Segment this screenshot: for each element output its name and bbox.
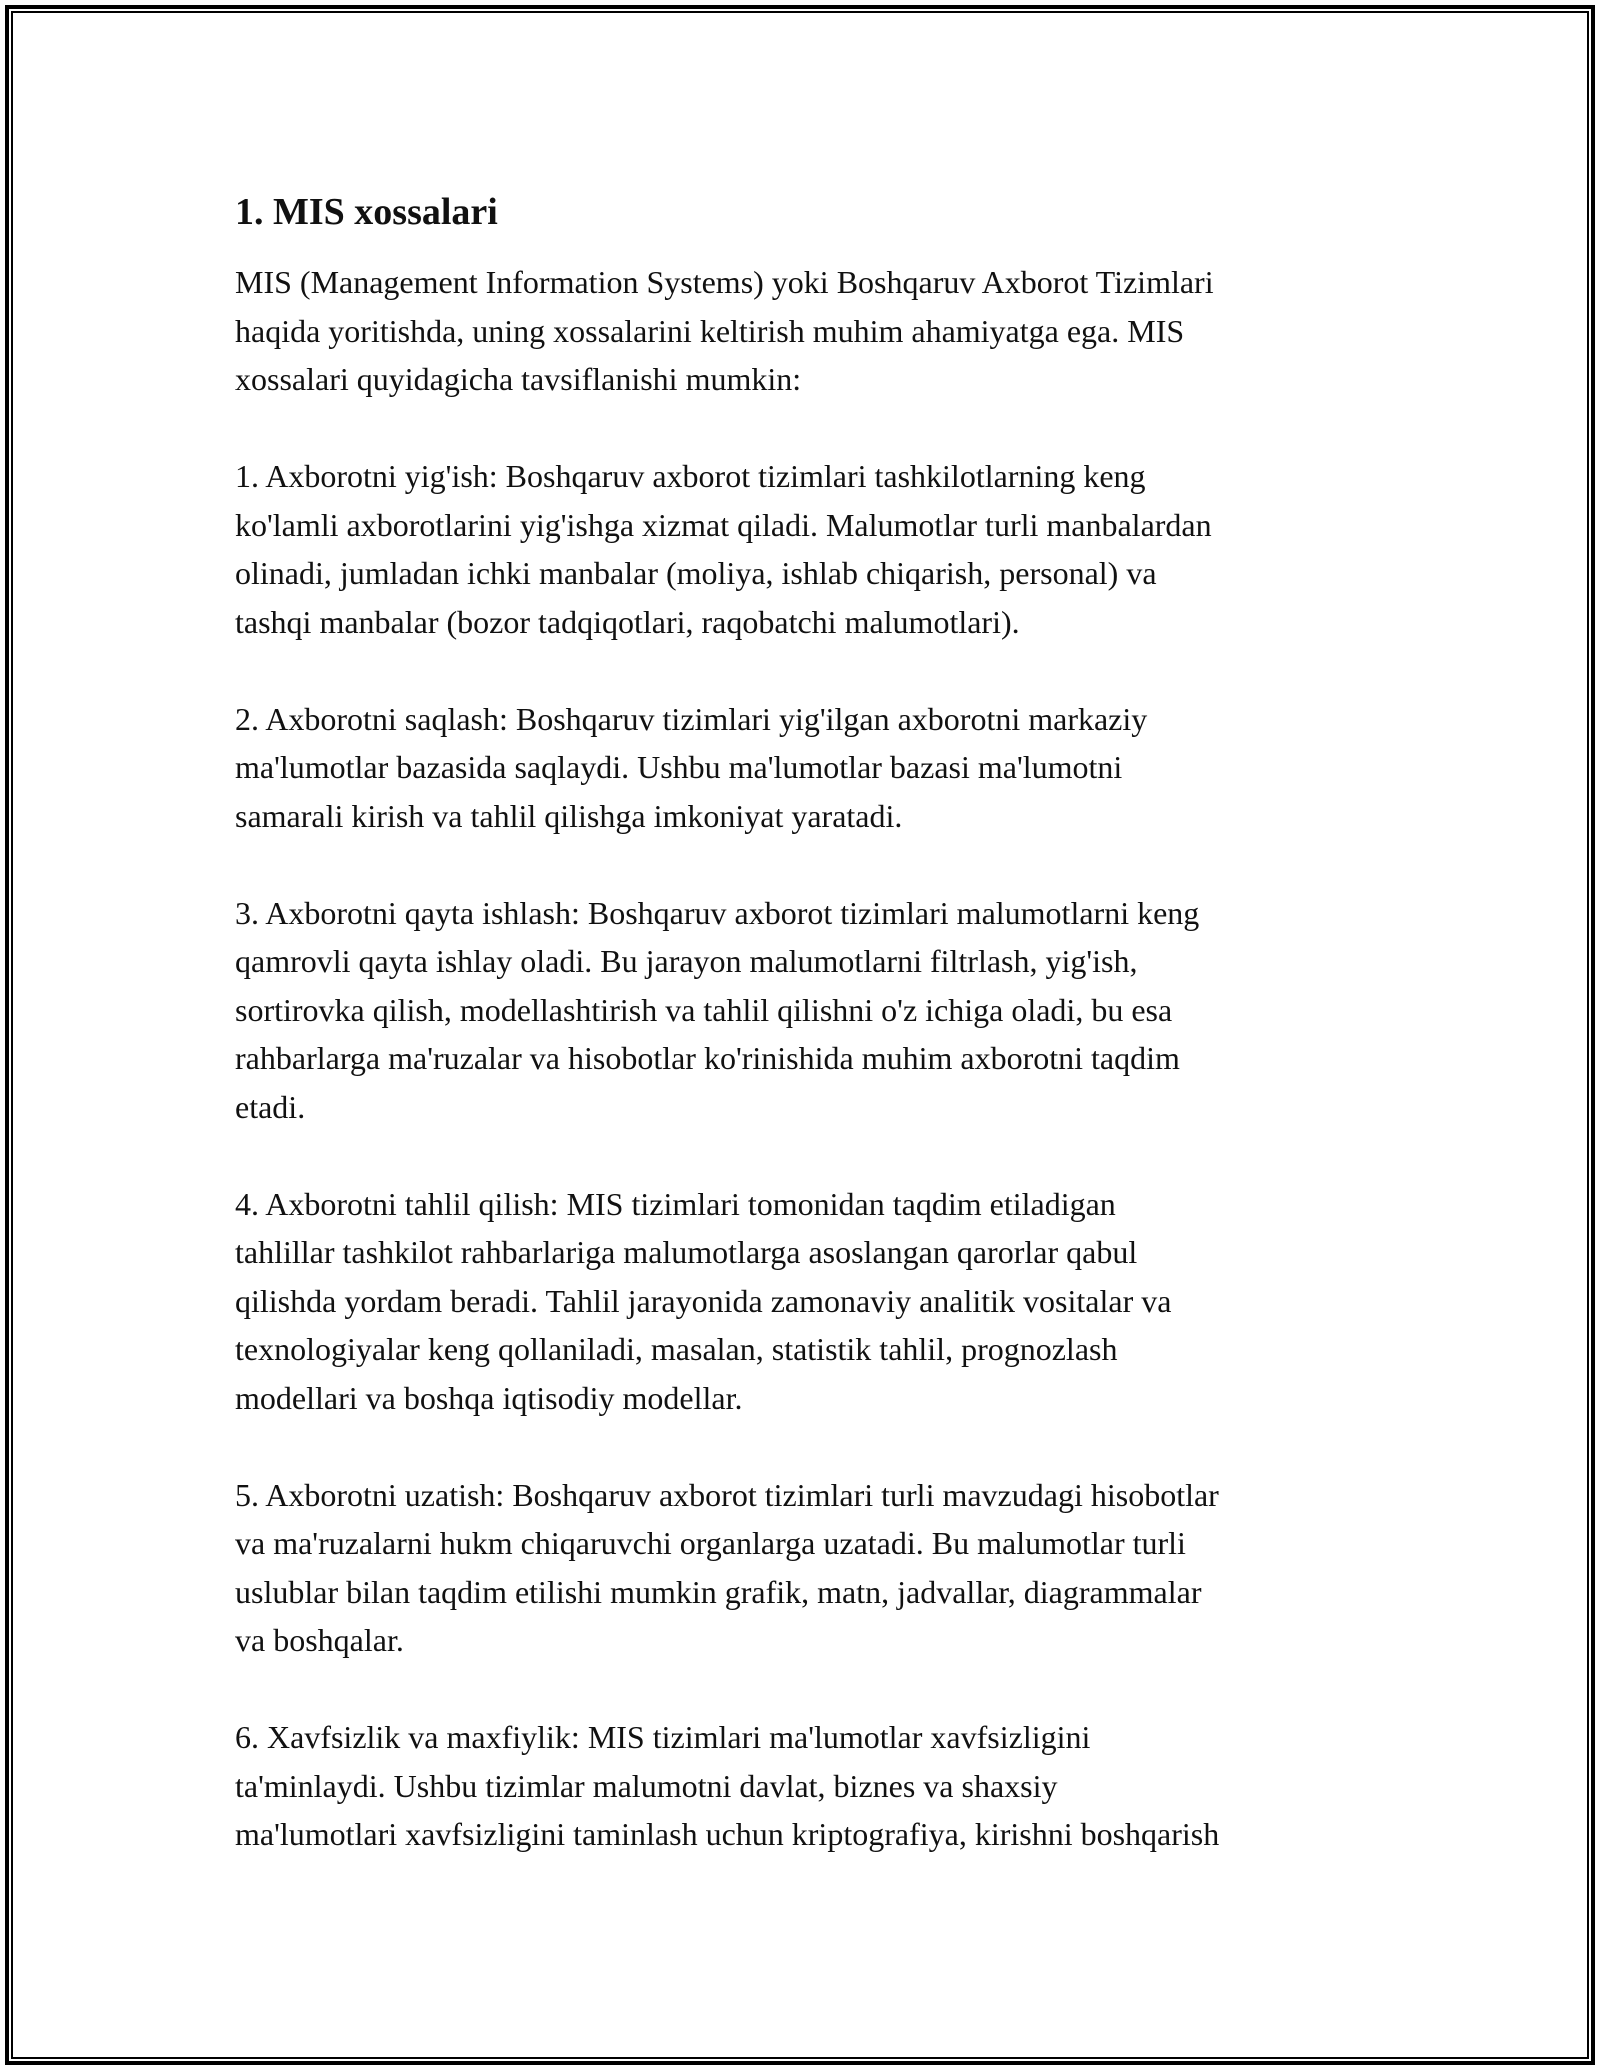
item-store-paragraph: 2. Axborotni saqlash: Boshqaruv tizimlari yig'ilgan axborotni markaziy ma'lumotlar bazasida saqlaydi. Ushbu ma'lumotlar bazasi ma'lumotni samarali kirish va tahlil qilishga imkoniyat yaratadi. (235, 700, 1148, 834)
item-transmit-paragraph: 5. Axborotni uzatish: Boshqaruv axborot tizimlari turli mavzudagi hisobotlar va ma'ruzalarni hukm chiqaruvchi organlarga uzatadi. Bu malumotlar turli uslublar bilan taqdim etilishi mumkin grafik, matn, jadvallar, diagrammalar va boshqalar. (235, 1476, 1219, 1658)
section-heading: 1. MIS xossalari (235, 191, 498, 233)
document-body (235, 184, 1375, 1859)
item-security-paragraph: 6. Xavfsizlik va maxfiylik: MIS tizimlari ma'lumotlar xavfsizligini ta'minlaydi. Ushbu tizimlar malumotni davlat, biznes va shaxsiy ma'lumotlari xavfsizligini taminlash uchun kriptografiya, kirishni boshqarish (235, 1719, 1220, 1852)
item-process-paragraph: 3. Axborotni qayta ishlash: Boshqaruv axborot tizimlari malumotlarni keng qamrovli qayta ishlay oladi. Bu jarayon malumotlarni filtrlash, yig'ish, sortirovka qilish, modellashtirish va tahlil qilishni o'z ichiga oladi, bu esa rahbarlarga ma'ruzalar va hisobotlar ko'rinishida muhim axborotni taqdim etadi. (235, 894, 1200, 1125)
item-analyze-paragraph: 4. Axborotni tahlil qilish: MIS tizimlari tomonidan taqdim etiladigan tahlillar tashkilot rahbarlariga malumotlarga asoslangan qarorlar qabul qilishda yordam beradi. Tahlil jarayonida zamonaviy analitik vositalar va texnologiyalar keng qollaniladi, masalan, statistik tahlil, prognozlash modellari va boshqa iqtisodiy modellar. (235, 1185, 1172, 1416)
item-collect-paragraph: 1. Axborotni yig'ish: Boshqaruv axborot tizimlari tashkilotlarning keng ko'lamli axborotlarini yig'ishga xizmat qiladi. Malumotlar turli manbalardan olinadi, jumladan ichki manbalar (moliya, ishlab chiqarish, personal) va tashqi manbalar (bozor tadqiqotlari, raqobatchi malumotlari). (235, 458, 1212, 640)
intro-paragraph: MIS (Management Information Systems) yoki Boshqaruv Axborot Tizimlari haqida yoritishda, uning xossalarini keltirish muhim ahamiyatga ega. MIS xossalari quyidagicha tavsiflanishi mumkin: (235, 264, 1214, 397)
